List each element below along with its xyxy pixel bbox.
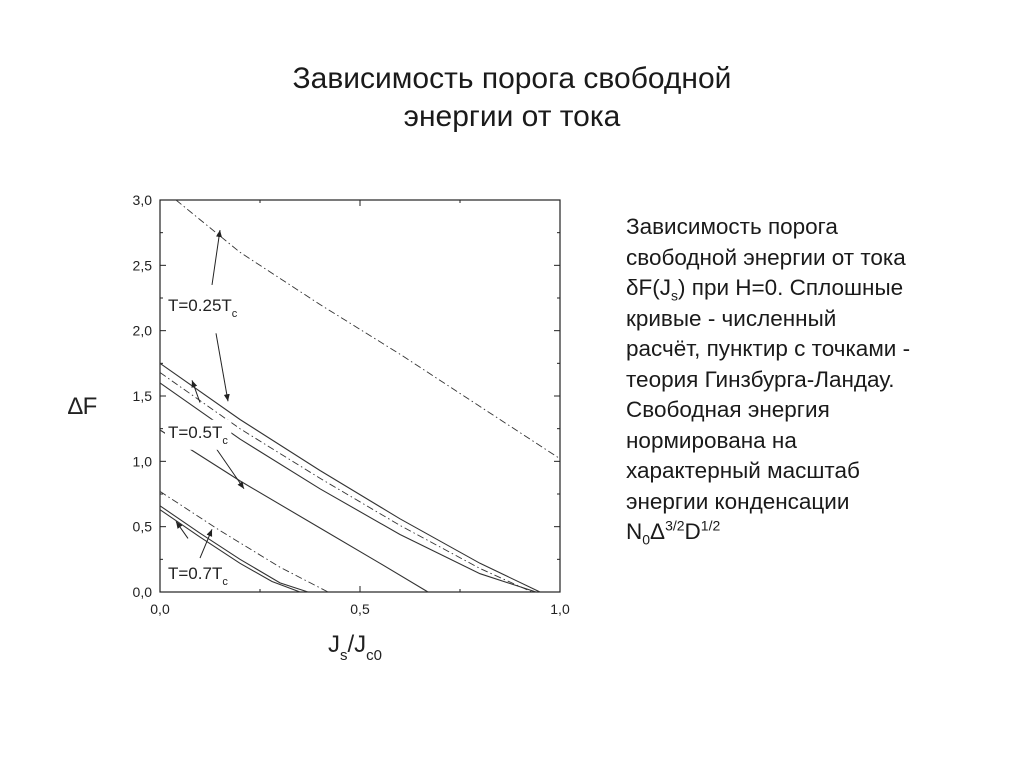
- series-line-1: [176, 200, 560, 459]
- description-line: $\delta F(J_s)$ при H=0. Сплошные: [626, 275, 904, 304]
- y-axis-label: ∆F: [68, 393, 98, 420]
- x-tick-label: 1,0: [550, 601, 570, 617]
- slide-title-line-1: Зависимость порога свободной: [292, 62, 732, 95]
- annotation-arrow: [192, 380, 200, 402]
- y-tick-label: 1,5: [132, 388, 152, 404]
- description-line: кривые - численный: [626, 305, 837, 331]
- annotation-label: $T=0.7T_c$: [168, 563, 228, 588]
- y-tick-label: 2,0: [132, 322, 152, 339]
- y-tick-label: 2,5: [132, 257, 152, 274]
- annotation-label: $T=0.5T_c$: [168, 422, 228, 447]
- description-line: расчёт, пунктир с точками -: [626, 336, 911, 361]
- description-line: характерный масштаб: [626, 458, 860, 483]
- slide-title-line-2: энергии от тока: [403, 100, 621, 133]
- annotation-label: $T=0.25T_c$: [168, 296, 238, 321]
- annotation-arrow: [212, 230, 220, 285]
- y-tick-label: 0,0: [132, 584, 152, 600]
- description-line: Зависимость порога: [626, 214, 838, 239]
- description-text: [626, 212, 966, 548]
- x-axis-label: $J_s/J_{c0}$: [328, 631, 383, 664]
- series-line-2: [160, 363, 540, 592]
- description-line: свободной энергии от тока: [626, 244, 906, 270]
- description-line: нормирована на: [626, 427, 797, 453]
- plot-frame: [160, 200, 560, 592]
- annotation-arrow: [216, 333, 228, 401]
- description-line: энергии конденсации: [626, 488, 850, 514]
- description-line: Свободная энергия: [626, 397, 830, 422]
- x-tick-label: 0,5: [350, 601, 370, 617]
- y-tick-label: 3,0: [132, 192, 152, 208]
- y-tick-label: 0,5: [132, 518, 152, 535]
- description-line: теория Гинзбурга-Ландау.: [626, 366, 895, 392]
- y-tick-label: 1,0: [132, 453, 152, 470]
- series-line-3: [160, 373, 532, 593]
- x-tick-label: 0,0: [150, 601, 170, 617]
- description-line: $N_0\Delta^{3/2}D^{1/2}$: [626, 517, 721, 548]
